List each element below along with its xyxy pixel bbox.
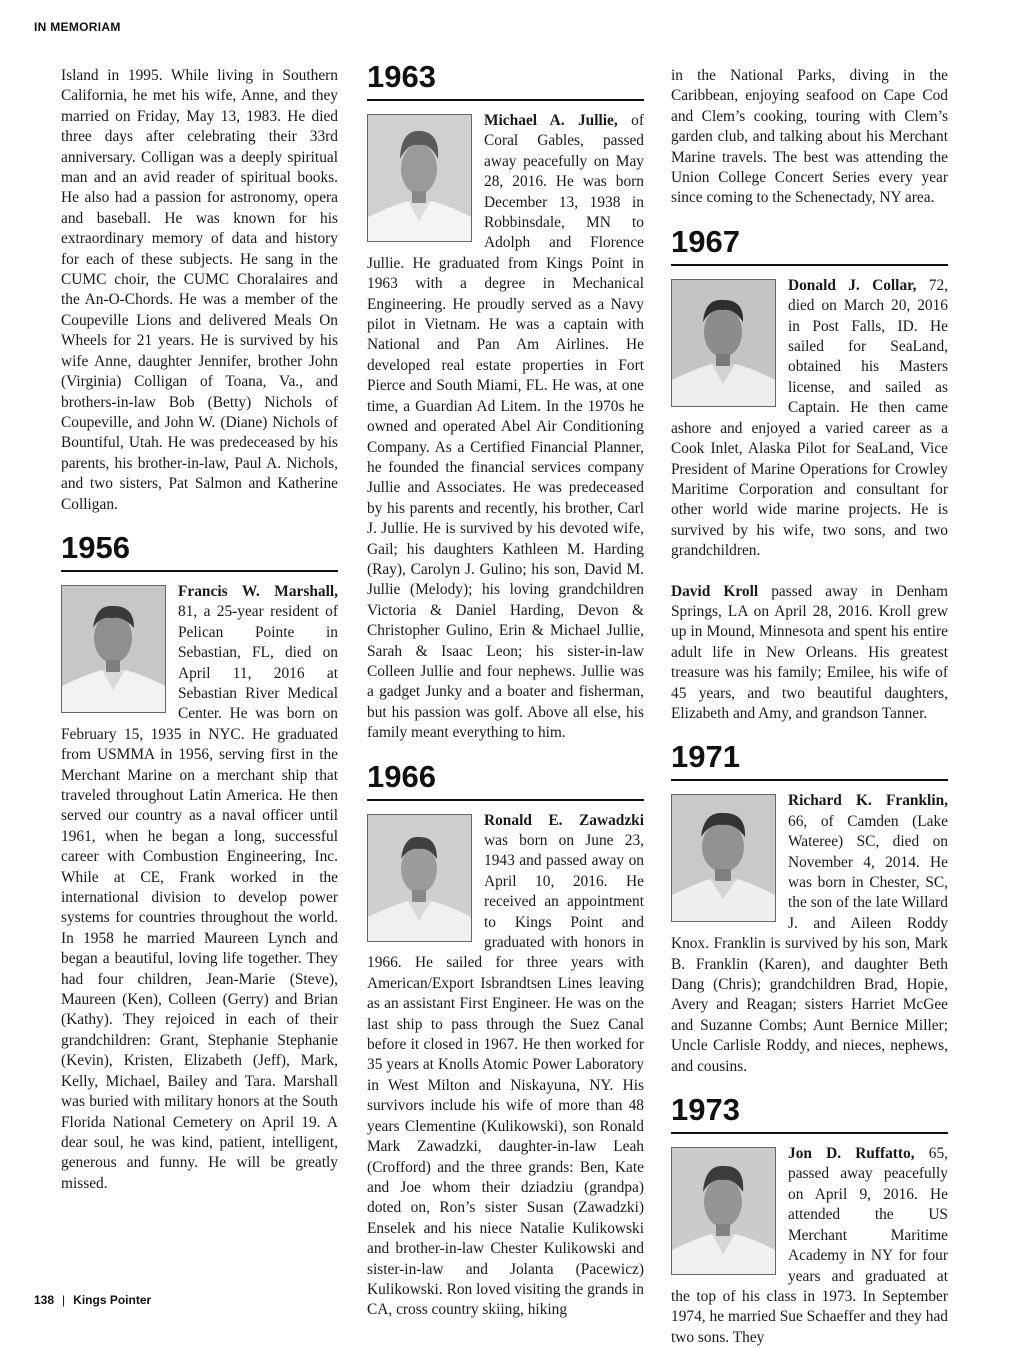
portrait-image <box>368 115 471 241</box>
page-footer <box>34 1293 151 1307</box>
portrait-image <box>672 280 775 406</box>
portrait-ruffatto <box>671 1147 776 1275</box>
name-ruffatto: Jon D. Ruffatto, <box>788 1145 915 1163</box>
text-jullie: of Coral Gables, passed away peacefully on May 28, 2016. He was born December 13, 1938 in Robbinsdale, MN to Adolph and Florence Jullie. He graduated from Kings Point in 1963 with a degree in Mechanical Engineering. He proudly served as a Navy pilot in Vietnam. He was a captain with National and Pan Am Airlines. He developed real estate properties in Fort Pierce and South Miami, FL. He was, at one time, a Guardian Ad Litem. In the 1970s he owned and operated Abel Air Conditioning Company. As a Certified Financial Planner, he founded the financial services company Jullie and Associates. He was predeceased by his parents and recently, his brother, Carl J. Jullie. He is survived by his devoted wife, Gail; his daughters Kathleen M. Harding (Ray), Carolyn J. Gulino; his son, David M. Jullie (Melody); his loving grandchildren Victoria & Daniel Harding, Devon & Christopher Gulino, Erin & Michael Jullie, Sarah & Isaac Leon; his sister-in-law Colleen Jullie and four nephews. Jullie was a gadget Junky and a boater and fisherman, but his passion was golf. Above all else, his family meant everything to him. <box>367 112 644 742</box>
portrait-image <box>672 795 775 921</box>
column-2 <box>367 59 644 1321</box>
text-ruffatto: 65, passed away peacefully on April 9, 2016. He attended the US Merchant Maritime Academy in NY for four years and graduated at the top of his class in 1973. In September 1974, he married Sue Schaeffer and they had two sons. They <box>671 1145 948 1346</box>
class-year-1966: 1966 <box>367 760 644 801</box>
colligan-continued-text: Island in 1995. While living in Southern California, he met his wife, Anne, and they married on Friday, May 13, 1983. He died three days after celebrating their 33rd anniversary. Colligan was a deeply spiritual man and an avid reader of spiritual books. He also had a passion for astronomy, opera and baseball. He was known for his extraordinary memory of data and history for each of these subjects. He sang in the CUMC choir, the CUMC Choralaires and the An-O-Chords. He was a member of the Coupeville Lions and delivered Meals On Wheels for 21 years. He is survived by his wife Anne, daughter Jennifer, brother John (Virginia) Colligan of Toana, Va., and brothers-in-law Bob (Betty) Nichols of Coupeville, and John W. (Diane) Nichols of Bountiful, Utah. He was predeceased by his parents, his brother-in-law, Paul A. Nichols, and two sisters, Pat Salmon and Katherine Colligan. <box>61 67 338 513</box>
name-marshall: Francis W. Marshall, <box>178 582 338 600</box>
publication-name: Kings Pointer <box>73 1293 152 1307</box>
class-year-1967: 1967 <box>671 225 948 266</box>
portrait-jullie <box>367 114 472 242</box>
portrait-collar <box>671 279 776 407</box>
text-collar: 72, died on March 20, 2016 in Post Falls, ID. He sailed for SeaLand, obtained his Masters license, and sailed as Captain. He then came ashore and enjoyed a varied career as a Cook Inlet, Alaska Pilot for SeaLand, Vice President of Marine Operations for Crowley Maritime Corporation and consultant for other world wide marine projects. He is survived by his wife, two sons, and two grandchildren. <box>671 276 948 560</box>
name-collar: Donald J. Collar, <box>788 276 917 294</box>
class-year-1956: 1956 <box>61 531 338 572</box>
footer-separator: | <box>62 1293 66 1307</box>
portrait-zawadzki <box>367 814 472 942</box>
portrait-image <box>672 1148 775 1274</box>
name-zawadzki: Ronald E. Zawadzki <box>484 811 644 829</box>
text-kroll: passed away in Denham Springs, LA on April 28, 2016. Kroll grew up in Mound, Minnesota and spent his entire adult life in New Orleans. His greatest treasure was his family; Emilee, his wife of 45 years, and two beautiful daughters, Elizabeth and Amy, and grandson Tanner. <box>671 582 948 722</box>
section-header: IN MEMORIAM <box>34 20 121 34</box>
portrait-image <box>62 586 165 712</box>
column-1 <box>61 66 338 1194</box>
zawadzki-continued-text: in the National Parks, diving in the Caribbean, enjoying seafood on Cape Cod and Clem’s cooking, touring with Clem’s garden club, and talking about his Merchant Marine travels. The best was attending the Union College Concert Series every year since coming to the Schenectady, NY area. <box>671 67 948 207</box>
text-marshall: 81, a 25-year resident of Pelican Pointe in Sebastian, FL, died on April 11, 2016 at Sebastian River Medical Center. He was born on February 15, 1935 in NYC. He graduated from USMMA in 1956, serving first in the Merchant Marine on a merchant ship that traveled throughout Latin America. He then served our country as a naval officer until 1961, when he began a long, successful career with Combustion Engineering, Inc. While at CE, Frank worked in the international division to develop power systems for countries throughout the world. In 1958 he married Maureen Lynch and began a beautiful, loving life together. They had four children, Jean-Marie (Steve), Maureen (Ken), Colleen (Gerry) and Brian (Kathy). They rejoiced in each of their grandchildren: Grant, Stephanie Stephanie (Kevin), Kristen, Elizabeth (Jeff), Mark, Kelly, Michael, Bailey and Tara. Marshall was buried with military honors at the South Florida National Cemetery on April 19. A dear soul, he was kind, patient, intelligent, generous and funny. He will be greatly missed. <box>61 603 338 1192</box>
page-number: 138 <box>34 1293 55 1307</box>
obituary-kroll <box>671 582 948 725</box>
class-year-1963: 1963 <box>367 60 644 101</box>
portrait-marshall <box>61 585 166 713</box>
portrait-image <box>368 815 471 941</box>
text-franklin: 66, of Camden (Lake Wateree) SC, died on November 4, 2014. He was born in Chester, SC, the son of the late Willard J. and Aileen Roddy Knox. Franklin is survived by his son, Mark B. Franklin (Karen), and daughter Beth Dang (Chris); grandchildren Brad, Hopie, Avery and Reagan; sisters Harriet McGee and Suzanne Combs; Aunt Bernice Miller; Uncle Carlisle Roddy, and nieces, nephews, and cousins. <box>671 812 948 1075</box>
portrait-franklin <box>671 794 776 922</box>
name-franklin: Richard K. Franklin, <box>788 792 948 810</box>
class-year-1973: 1973 <box>671 1093 948 1134</box>
name-jullie: Michael A. Jullie, <box>484 112 618 129</box>
column-3 <box>671 66 948 1348</box>
text-zawadzki: was born on June 23, 1943 and passed away on April 10, 2016. He received an appointment to Kings Point and graduated with honors in 1966. He sailed for three years with American/Export Isbrandtsen Lines leaving as an assistant First Engineer. He was on the last ship to pass through the Suez Canal before it closed in 1967. He then worked for 35 years at Knolls Atomic Power Laboratory in West Milton and Niskayuna, NY. His survivors include his wife of more than 48 years Clementine (Kulikowski), son Ronald Mark Zawadzki, daughter-in-law Leah (Crofford) and the three grands: Ben, Kate and Joe whom their dziadziu (grandpa) doted on, Ron’s sister Susan (Zawadzki) Enselek and his niece Natalie Kulikowski and brother-in-law Chester Kulikowski and sister-in-law and Jolanta (Pacewicz) Kulikowski. Ron loved visiting the grands in CA, cross country skiing, hiking <box>367 832 644 1319</box>
class-year-1971: 1971 <box>671 740 948 781</box>
name-kroll: David Kroll <box>671 582 759 600</box>
